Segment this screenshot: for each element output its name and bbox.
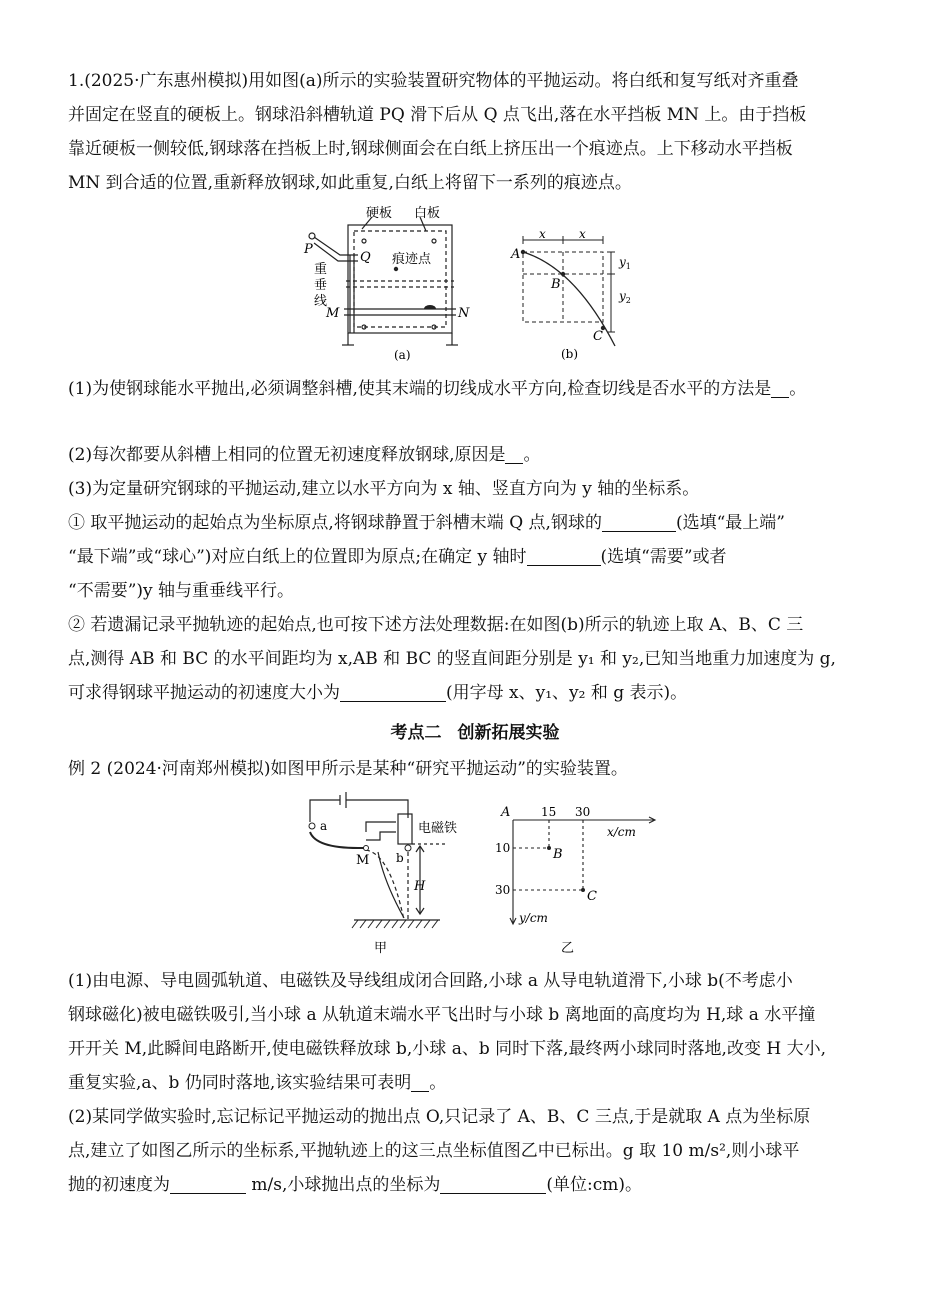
fig-yi-tick-y10: 10 [495, 841, 511, 855]
q1-c2-text: (用字母 x、y₁、y₂ 和 g 表示)。 [446, 683, 688, 703]
figure-yi-coordinates [495, 802, 665, 958]
fig-b-point-a: A [511, 247, 521, 262]
q1-s1-end: 。 [789, 379, 807, 399]
q1-intro-line: 靠近硬板一侧较低,钢球落在挡板上时,钢球侧面会在白纸上挤压出一个痕迹点。上下移动水平挡板 [68, 139, 793, 159]
q1-s2-end: 。 [523, 445, 541, 465]
q1-s2-s3 [68, 438, 886, 710]
fig-yi-point-c: C [587, 889, 597, 904]
ex2-questions [68, 964, 886, 1202]
section-heading-right: 创新拓展实验 [457, 723, 560, 743]
fig-a-hard-board-label: 硬板 [366, 206, 393, 221]
fig-a-white-board-label: 白板 [414, 206, 441, 221]
fig-b-point-b: B [551, 277, 561, 292]
fig-a-trace-point-label: 痕迹点 [392, 252, 432, 267]
q1-c1-text: ① 取平抛运动的起始点为坐标原点,将钢球静置于斜槽末端 Q 点,钢球的 [68, 513, 602, 533]
fig-yi-x-axis-label: x/cm [607, 825, 636, 839]
fig-jia-label-a: a [320, 819, 328, 833]
fig-jia-label-m: M [356, 853, 370, 868]
section-heading [0, 718, 950, 743]
fig-yi-tick-y30: 30 [495, 883, 511, 897]
answer-blank[interactable] [340, 679, 446, 702]
figure-a-apparatus [300, 203, 490, 365]
ex2-intro [68, 752, 886, 786]
q1-c2-text: ② 若遗漏记录平抛轨迹的起始点,也可按下述方法处理数据:在如图(b)所示的轨迹上取 A、B、C 三 [68, 615, 804, 635]
answer-blank[interactable] [440, 1171, 546, 1194]
ex2-p1-text: 重复实验,a、b 仍同时落地,该实验结果可表明 [68, 1073, 412, 1093]
q1-s3-text: (3)为定量研究钢球的平抛运动,建立以水平方向为 x 轴、竖直方向为 y 轴的坐标系。 [68, 479, 700, 499]
fig-a-label-n: N [458, 306, 470, 321]
fig-yi-caption: 乙 [561, 941, 575, 956]
fig-jia-label-b: b [396, 851, 404, 865]
ex2-p1-end: 。 [429, 1073, 447, 1093]
fig-jia-caption: 甲 [374, 941, 388, 956]
fig-b-point-c: C [593, 329, 603, 344]
ex2-p1-text: (1)由电源、导电圆弧轨道、电磁铁及导线组成闭合回路,小球 a 从导电轨道滑下,小球 b(不考虑小 [68, 971, 793, 991]
fig-a-label-p: P [304, 242, 313, 257]
answer-blank[interactable] [411, 1069, 429, 1092]
fig-yi-tick-x15: 15 [541, 805, 557, 819]
q1-c1-text: “最下端”或“球心”)对应白纸上的位置即为原点;在确定 y 轴时 [68, 547, 527, 567]
fig-yi-tick-x30: 30 [575, 805, 591, 819]
ex2-p2-text: 点,建立了如图乙所示的坐标系,平抛轨迹上的这三点坐标值图乙中已标出。g 取 10 m/s²,则小球平 [68, 1141, 800, 1161]
ex2-p2-text: (单位:cm)。 [546, 1175, 643, 1195]
fig-jia-label-h: H [414, 879, 426, 894]
ex2-p2-text: m/s,小球抛出点的坐标为 [246, 1175, 441, 1195]
fig-a-label-q: Q [360, 250, 371, 265]
answer-blank[interactable] [602, 509, 676, 532]
q1-c1-text: (选填“最上端” [675, 513, 785, 533]
fig-b-caption: (b) [561, 347, 579, 361]
answer-blank[interactable] [527, 543, 601, 566]
ex2-p1-text: 钢球磁化)被电磁铁吸引,当小球 a 从轨道末端水平飞出时与小球 b 离地面的高度均为 H,球 a 水平撞 [68, 1005, 816, 1025]
fig-b-y1-label: $y_1$ [619, 255, 631, 271]
q1-intro-line: MN 到合适的位置,重新释放钢球,如此重复,白纸上将留下一系列的痕迹点。 [68, 173, 632, 193]
fig-a-plumb-label: 垂 [314, 278, 328, 293]
q1-c1-text: “不需要”)y 轴与重垂线平行。 [68, 581, 295, 601]
fig-yi-point-b: B [553, 847, 563, 862]
q1-c1-text: (选填“需要”或者 [600, 547, 727, 567]
q1-intro-line: 并固定在竖直的硬板上。钢球沿斜槽轨道 PQ 滑下后从 Q 点飞出,落在水平挡板 MN 上。由于挡板 [68, 105, 807, 125]
fig-a-caption: (a) [394, 348, 411, 362]
fig-yi-y-axis-label: y/cm [519, 911, 548, 925]
q1-c2-text: 可求得钢球平抛运动的初速度大小为 [68, 683, 340, 703]
q1-s1-text: (1)为使钢球能水平抛出,必须调整斜槽,使其末端的切线成水平方向,检查切线是否水平的方法是 [68, 379, 772, 399]
figure-jia-apparatus [300, 792, 470, 960]
fig-jia-magnet-label: 电磁铁 [418, 821, 458, 836]
section-heading-left: 考点二 [390, 723, 442, 743]
fig-a-plumb-label: 线 [314, 294, 328, 309]
answer-blank[interactable] [170, 1171, 246, 1194]
ex2-intro-text: 例 2 (2024·河南郑州模拟)如图甲所示是某种“研究平抛运动”的实验装置。 [68, 759, 628, 779]
ex2-p2-text: (2)某同学做实验时,忘记标记平抛运动的抛出点 O,只记录了 A、B、C 三点,于是就取 A 点为坐标原 [68, 1107, 811, 1127]
ex2-p1-text: 开开关 M,此瞬间电路断开,使电磁铁释放球 b,小球 a、b 同时下落,最终两小球同时落地,改变 H 大小, [68, 1039, 826, 1059]
fig-a-label-m: M [326, 306, 340, 321]
q1-intro [68, 64, 886, 200]
q1-s1 [68, 372, 886, 406]
ex2-p2-text: 抛的初速度为 [68, 1175, 170, 1195]
figure-b-trajectory [505, 228, 655, 364]
answer-blank[interactable] [771, 375, 789, 398]
q1-intro-line: 1.(2025·广东惠州模拟)用如图(a)所示的实验装置研究物体的平抛运动。将白纸和复写纸对齐重叠 [68, 71, 799, 91]
q1-s2-text: (2)每次都要从斜槽上相同的位置无初速度释放钢球,原因是 [68, 445, 506, 465]
fig-yi-point-a: A [501, 805, 511, 820]
answer-blank[interactable] [505, 441, 523, 464]
fig-b-y2-label: $y_2$ [619, 289, 631, 305]
q1-c2-text: 点,测得 AB 和 BC 的水平间距均为 x,AB 和 BC 的竖直间距分别是 y₁ 和 y₂,已知当地重力加速度为 g, [68, 649, 836, 669]
fig-b-x-label: x [539, 228, 546, 241]
fig-a-plumb-label: 重 [314, 262, 328, 277]
fig-b-x-label: x [579, 228, 586, 241]
